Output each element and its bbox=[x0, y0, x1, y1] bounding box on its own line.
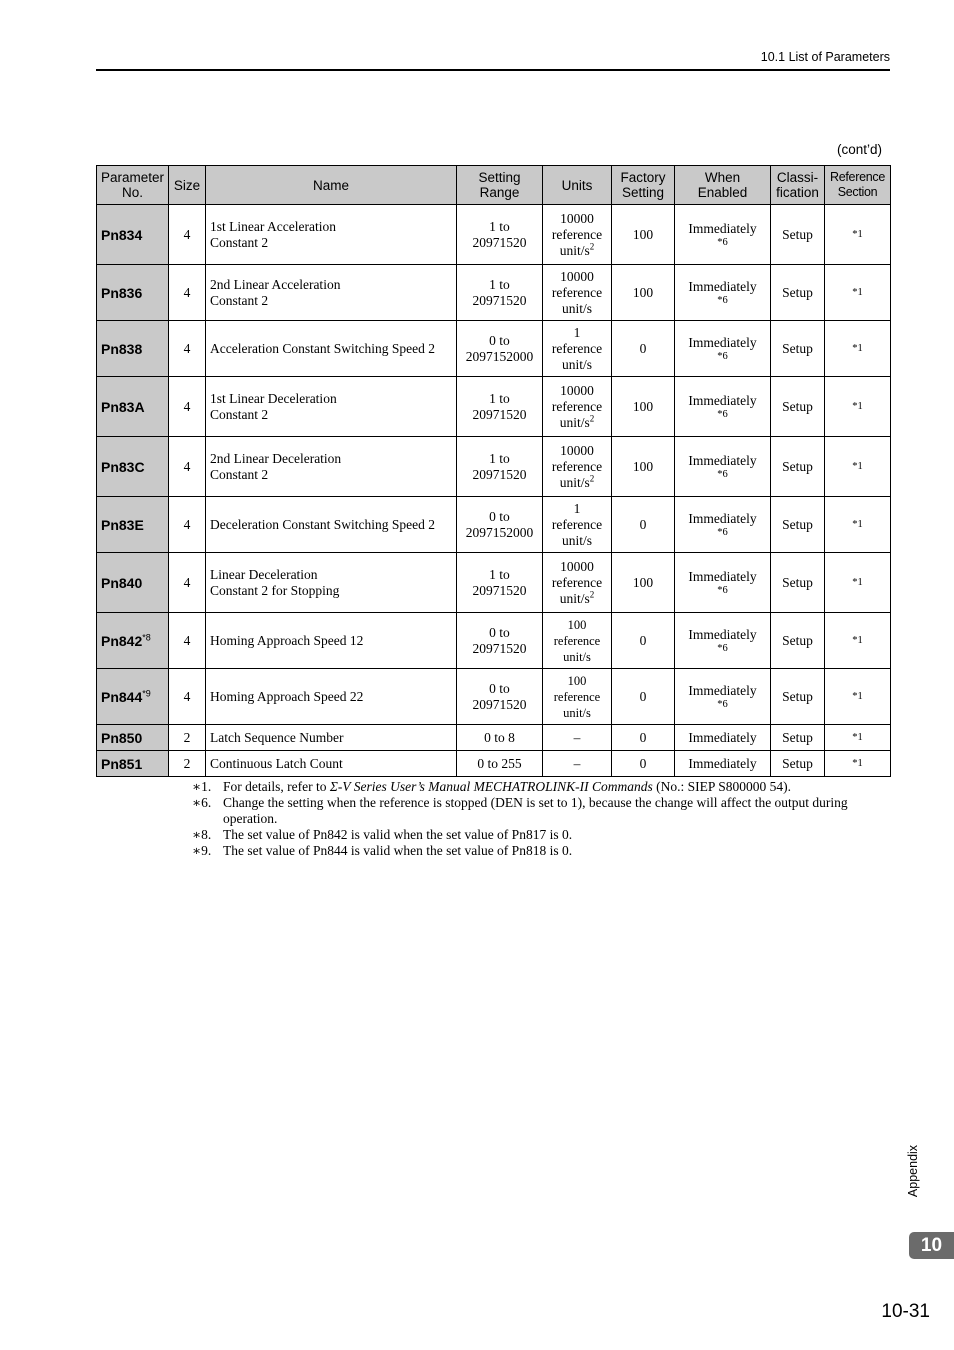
col-header-classification: Classi- fication bbox=[771, 166, 825, 205]
factory-setting: 100 bbox=[612, 437, 675, 497]
param-name: 2nd Linear Deceleration Constant 2 bbox=[206, 437, 457, 497]
param-size: 2 bbox=[169, 725, 206, 751]
appendix-side-tab bbox=[900, 1140, 926, 1206]
setting-range: 1 to 20971520 bbox=[457, 553, 543, 613]
units: 10000 reference unit/$s^2$ bbox=[543, 437, 612, 497]
param-no: Pn851 bbox=[97, 751, 169, 777]
factory-setting: 0 bbox=[612, 725, 675, 751]
when-enabled: Immediately *6 bbox=[675, 553, 771, 613]
units: 1 reference unit/s bbox=[543, 497, 612, 553]
param-name: Linear Deceleration Constant 2 for Stopping bbox=[206, 553, 457, 613]
table-row bbox=[97, 751, 891, 777]
setting-range: 1 to 20971520 bbox=[457, 265, 543, 321]
when-enabled: Immediately *6 bbox=[675, 377, 771, 437]
col-header-name: Name bbox=[206, 166, 457, 205]
manual-title: Σ-V Series User’s Manual MECHATROLINK-II Commands bbox=[329, 779, 653, 794]
param-name: 1st Linear Deceleration Constant 2 bbox=[206, 377, 457, 437]
units: 1 reference unit/s bbox=[543, 321, 612, 377]
col-header-units: Units bbox=[543, 166, 612, 205]
factory-setting: 100 bbox=[612, 205, 675, 265]
param-size: 4 bbox=[169, 437, 206, 497]
param-name: 1st Linear Acceleration Constant 2 bbox=[206, 205, 457, 265]
classification: Setup bbox=[771, 497, 825, 553]
param-no: Pn83E bbox=[97, 497, 169, 553]
param-size: 4 bbox=[169, 497, 206, 553]
setting-range: 0 to 2097152000 bbox=[457, 497, 543, 553]
param-no: Pn850 bbox=[97, 725, 169, 751]
table-row bbox=[97, 205, 891, 265]
param-name: Latch Sequence Number bbox=[206, 725, 457, 751]
col-header-parameter-no: Parameter No. bbox=[97, 166, 169, 205]
setting-range: 1 to 20971520 bbox=[457, 437, 543, 497]
footnotes bbox=[192, 779, 890, 859]
when-enabled: Immediately bbox=[675, 751, 771, 777]
factory-setting: 0 bbox=[612, 669, 675, 725]
when-enabled: Immediately *6 bbox=[675, 437, 771, 497]
reference-section: *1 bbox=[825, 437, 891, 497]
classification: Setup bbox=[771, 725, 825, 751]
setting-range: 0 to 2097152000 bbox=[457, 321, 543, 377]
classification: Setup bbox=[771, 751, 825, 777]
units: 10000 reference unit/s bbox=[543, 265, 612, 321]
classification: Setup bbox=[771, 553, 825, 613]
table-row bbox=[97, 553, 891, 613]
when-enabled: Immediately *6 bbox=[675, 321, 771, 377]
table-header-row bbox=[97, 166, 891, 205]
param-size: 4 bbox=[169, 265, 206, 321]
classification: Setup bbox=[771, 613, 825, 669]
when-enabled: Immediately *6 bbox=[675, 669, 771, 725]
param-name: Homing Approach Speed 22 bbox=[206, 669, 457, 725]
param-size: 4 bbox=[169, 321, 206, 377]
units: 10000 reference unit/$s^2$ bbox=[543, 205, 612, 265]
units: 10000 reference unit/$s^2$ bbox=[543, 377, 612, 437]
param-name: Acceleration Constant Switching Speed 2 bbox=[206, 321, 457, 377]
appendix-label: Appendix bbox=[906, 1144, 920, 1198]
factory-setting: 0 bbox=[612, 321, 675, 377]
units: – bbox=[543, 725, 612, 751]
footnote-1: ∗1. For details, refer to Σ-V Series User’s Manual MECHATROLINK-II Commands (No.: SIEP S800000 54). bbox=[192, 779, 792, 794]
param-no: Pn834 bbox=[97, 205, 169, 265]
factory-setting: 100 bbox=[612, 265, 675, 321]
factory-setting: 0 bbox=[612, 497, 675, 553]
reference-section: *1 bbox=[825, 669, 891, 725]
parameter-table bbox=[96, 165, 891, 777]
param-no: Pn83A bbox=[97, 377, 169, 437]
when-enabled: Immediately *6 bbox=[675, 265, 771, 321]
footnote-9: ∗9. The set value of Pn844 is valid when the set value of Pn818 is 0. bbox=[192, 843, 573, 858]
param-no: Pn842$^{*8}$ bbox=[97, 613, 169, 669]
table-row bbox=[97, 497, 891, 553]
reference-section: *1 bbox=[825, 205, 891, 265]
param-size: 4 bbox=[169, 669, 206, 725]
col-header-reference-section: Reference Section bbox=[825, 166, 891, 205]
col-header-when-enabled: When Enabled bbox=[675, 166, 771, 205]
table-continued-label: (cont’d) bbox=[836, 142, 882, 157]
param-no: Pn838 bbox=[97, 321, 169, 377]
table-row bbox=[97, 725, 891, 751]
reference-section: *1 bbox=[825, 613, 891, 669]
chapter-badge: 10 bbox=[909, 1232, 954, 1259]
units: 10000 reference unit/$s^2$ bbox=[543, 553, 612, 613]
param-no: Pn83C bbox=[97, 437, 169, 497]
page-number: 10-31 bbox=[881, 1301, 930, 1322]
param-size: 4 bbox=[169, 377, 206, 437]
param-name: Continuous Latch Count bbox=[206, 751, 457, 777]
setting-range: 0 to 255 bbox=[457, 751, 543, 777]
col-header-setting-range: Setting Range bbox=[457, 166, 543, 205]
param-size: 4 bbox=[169, 613, 206, 669]
header-rule bbox=[96, 69, 890, 71]
reference-section: *1 bbox=[825, 725, 891, 751]
reference-section: *1 bbox=[825, 265, 891, 321]
classification: Setup bbox=[771, 437, 825, 497]
units: 100 reference unit/s bbox=[543, 613, 612, 669]
setting-range: 0 to 8 bbox=[457, 725, 543, 751]
classification: Setup bbox=[771, 321, 825, 377]
classification: Setup bbox=[771, 205, 825, 265]
param-name: 2nd Linear Acceleration Constant 2 bbox=[206, 265, 457, 321]
when-enabled: Immediately *6 bbox=[675, 205, 771, 265]
table-row bbox=[97, 321, 891, 377]
table-row bbox=[97, 669, 891, 725]
running-header: 10.1 List of Parameters bbox=[760, 50, 890, 64]
when-enabled: Immediately *6 bbox=[675, 497, 771, 553]
factory-setting: 100 bbox=[612, 553, 675, 613]
reference-section: *1 bbox=[825, 321, 891, 377]
param-size: 4 bbox=[169, 553, 206, 613]
table-row bbox=[97, 377, 891, 437]
param-size: 4 bbox=[169, 205, 206, 265]
when-enabled: Immediately bbox=[675, 725, 771, 751]
param-name: Homing Approach Speed 12 bbox=[206, 613, 457, 669]
reference-section: *1 bbox=[825, 751, 891, 777]
setting-range: 1 to 20971520 bbox=[457, 377, 543, 437]
setting-range: 0 to 20971520 bbox=[457, 669, 543, 725]
factory-setting: 0 bbox=[612, 751, 675, 777]
classification: Setup bbox=[771, 669, 825, 725]
classification: Setup bbox=[771, 377, 825, 437]
when-enabled: Immediately *6 bbox=[675, 613, 771, 669]
col-header-factory-setting: Factory Setting bbox=[612, 166, 675, 205]
param-name: Deceleration Constant Switching Speed 2 bbox=[206, 497, 457, 553]
table-row bbox=[97, 265, 891, 321]
reference-section: *1 bbox=[825, 553, 891, 613]
param-no: Pn836 bbox=[97, 265, 169, 321]
col-header-size: Size bbox=[169, 166, 206, 205]
units: 100 reference unit/s bbox=[543, 669, 612, 725]
param-size: 2 bbox=[169, 751, 206, 777]
factory-setting: 100 bbox=[612, 377, 675, 437]
reference-section: *1 bbox=[825, 377, 891, 437]
setting-range: 1 to 20971520 bbox=[457, 205, 543, 265]
setting-range: 0 to 20971520 bbox=[457, 613, 543, 669]
table-row bbox=[97, 613, 891, 669]
reference-section: *1 bbox=[825, 497, 891, 553]
param-no: Pn840 bbox=[97, 553, 169, 613]
classification: Setup bbox=[771, 265, 825, 321]
footnote-6: ∗6. Change the setting when the reference is stopped (DEN is set to 1), because the change will affect the output during operation. bbox=[192, 795, 848, 826]
units: – bbox=[543, 751, 612, 777]
factory-setting: 0 bbox=[612, 613, 675, 669]
table-row bbox=[97, 437, 891, 497]
param-no: Pn844$^{*9}$ bbox=[97, 669, 169, 725]
footnote-8: ∗8. The set value of Pn842 is valid when the set value of Pn817 is 0. bbox=[192, 827, 573, 842]
